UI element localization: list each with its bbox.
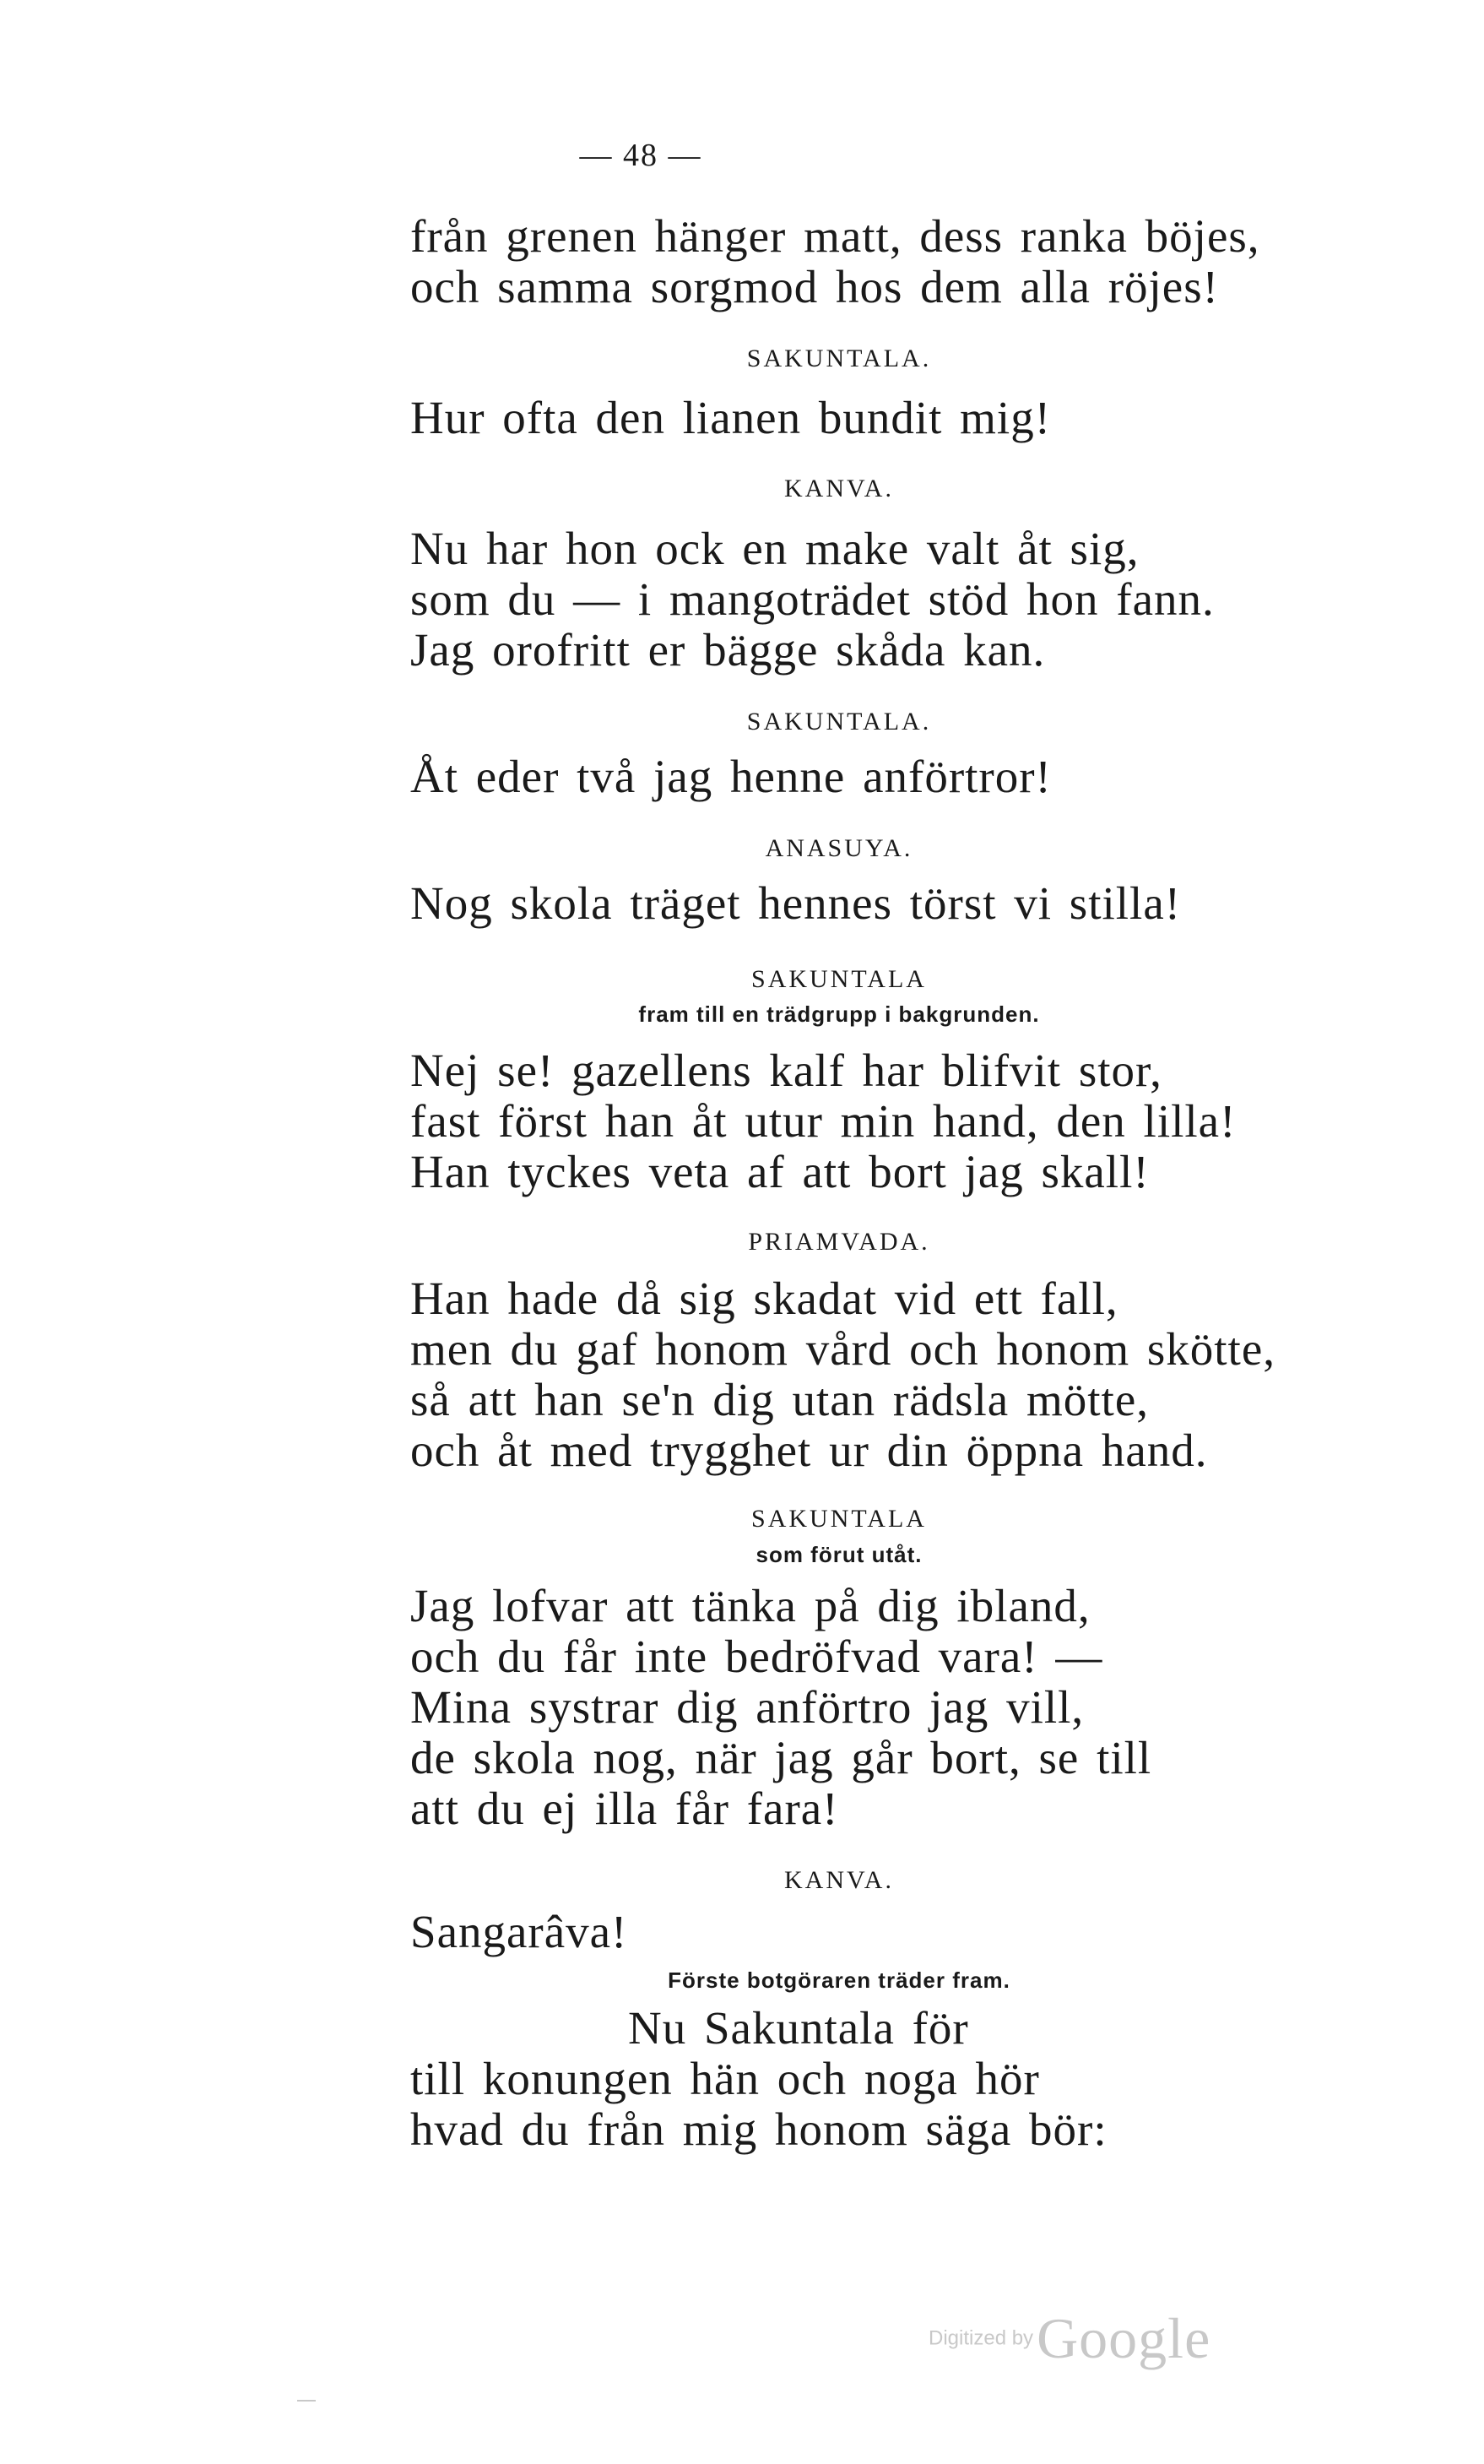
verse-line: som du — i mangoträdet stöd hon fann. [410,573,1215,625]
verse-line: att du ej illa får fara! [410,1783,839,1834]
verse-block [410,1273,1275,1476]
verse-block [410,2003,1108,2155]
stage-direction: Förste botgöraren träder fram. [668,1967,1010,1993]
speaker-name: SAKUNTALA [751,965,927,993]
verse-line: Hur ofta den lianen bundit mig! [410,392,1052,443]
speaker-name: PRIAMVADA. [748,1228,930,1256]
verse-line: Jag orofritt er bägge skåda kan. [410,624,1046,676]
verse-line: Åt eder två jag henne anförtror! [410,751,1052,802]
verse-line: Nu Sakuntala för [628,2002,969,2054]
scan-mark [297,2400,316,2402]
verse-line: Nog skola träget hennes törst vi stilla! [410,877,1182,929]
verse-block [410,393,1051,443]
stage-direction: fram till en trädgrupp i bakgrunden. [638,1001,1040,1027]
verse-line: de skola nog, när jag går bort, se till [410,1732,1152,1783]
speaker-name: SAKUNTALA [751,1505,927,1533]
verse-line: Jag lofvar att tänka på dig ibland, [410,1580,1091,1631]
verse-line: Mina systrar dig anförtro jag vill, [410,1681,1085,1733]
verse-block [410,211,1260,312]
digitized-watermark [929,2305,1210,2372]
watermark-prefix: Digitized by [929,2326,1034,2350]
verse-line: Nu har hon ock en make valt åt sig, [410,523,1140,574]
verse-line: och du får inte bedröfvad vara! — [410,1631,1103,1682]
stage-direction: som förut utåt. [756,1542,923,1567]
verse-line: Han tyckes veta af att bort jag skall! [410,1146,1150,1197]
google-logo: Google [1037,2306,1211,2370]
verse-block [410,1907,627,1957]
speaker-name: KANVA. [784,475,894,502]
verse-line: fast först han åt utur min hand, den lilla! [410,1095,1237,1147]
verse-block [410,752,1052,802]
verse-block [410,524,1215,676]
speaker-name: ANASUYA. [765,834,913,862]
verse-line: Han hade då sig skadat vid ett fall, [410,1273,1118,1324]
verse-block [410,1581,1151,1834]
verse-line: men du gaf honom vård och honom skötte, [410,1323,1275,1375]
verse-line: och åt med trygghet ur din öppna hand. [410,1425,1208,1476]
verse-line: till konungen hän och noga hör [410,2053,1040,2104]
verse-line: och samma sorgmod hos dem alla röjes! [410,261,1219,312]
verse-line: Nej se! gazellens kalf har blifvit stor, [410,1045,1162,1096]
verse-line: så att han se'n dig utan rädsla mötte, [410,1374,1149,1425]
speaker-name: KANVA. [784,1866,894,1894]
page-number: — 48 — [579,138,702,173]
verse-line: hvad du från mig honom säga bör: [410,2103,1108,2155]
verse-block [410,1045,1236,1197]
verse-line: från grenen hänger matt, dess ranka böjes, [410,210,1260,262]
verse-block [410,878,1181,929]
speaker-name: SAKUNTALA. [746,708,932,735]
verse-line: Sangarâva! [410,1906,628,1957]
speaker-name: SAKUNTALA. [746,345,932,372]
